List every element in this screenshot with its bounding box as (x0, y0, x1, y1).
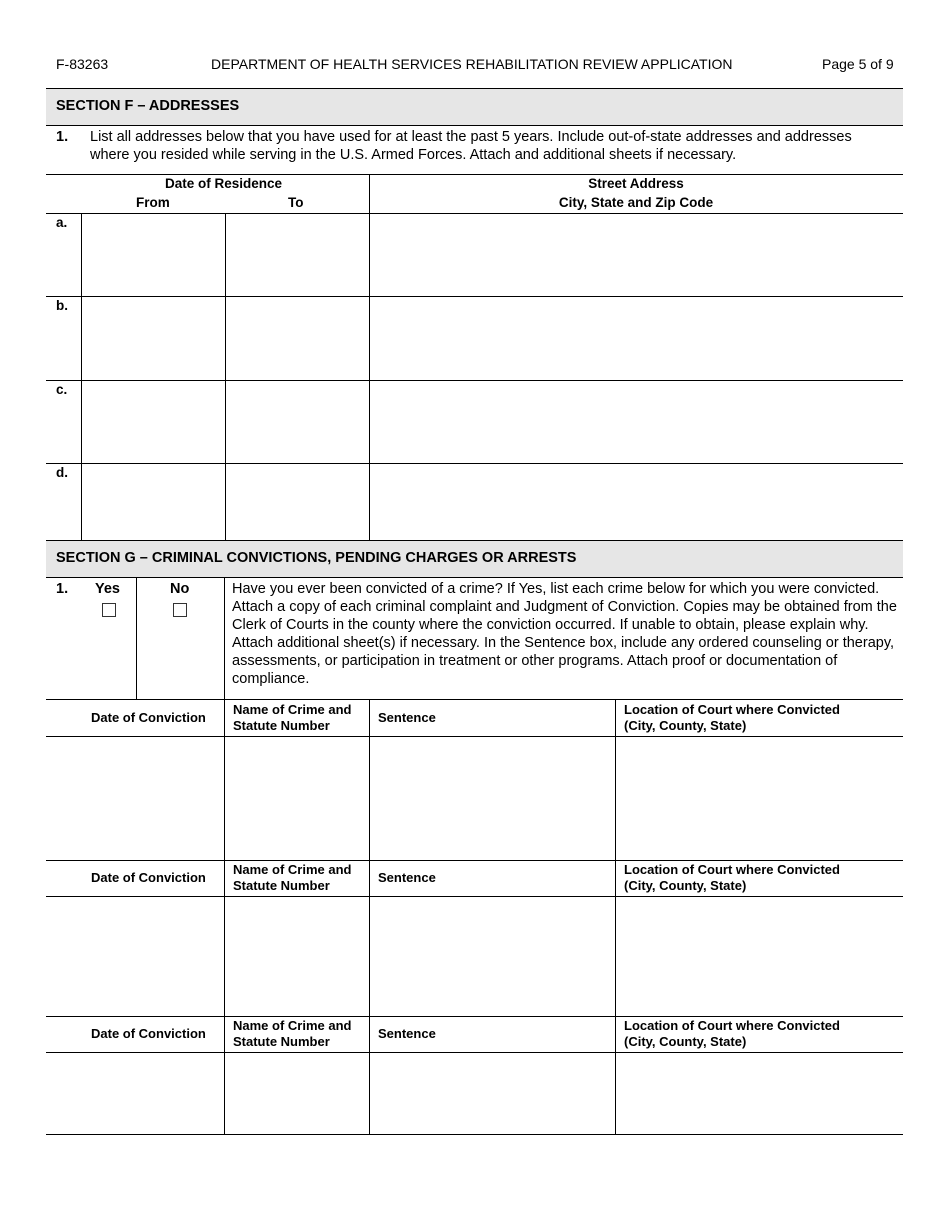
address-field[interactable] (370, 297, 902, 379)
city-state-zip-header: City, State and Zip Code (558, 195, 714, 210)
section-g-item-number: 1. (56, 581, 69, 597)
from-date-field[interactable] (82, 464, 224, 539)
court-location-field[interactable] (616, 737, 902, 859)
conviction-table-rule (46, 1016, 903, 1017)
row-label: b. (56, 298, 68, 313)
address-field[interactable] (370, 464, 902, 539)
sentence-header: Sentence (378, 710, 436, 725)
row-label: d. (56, 465, 68, 480)
court-location-field[interactable] (616, 897, 902, 1015)
location-header-line1: Location of Court where Convicted (624, 1018, 840, 1033)
to-date-field[interactable] (226, 297, 368, 379)
crime-field[interactable] (225, 737, 368, 859)
yes-label: Yes (95, 581, 120, 597)
conviction-table-rule (46, 699, 903, 700)
page-indicator: Page 5 of 9 (822, 56, 894, 72)
section-f-instructions: List all addresses below that you have used for at least the past 5 years. Include out-of-state addresses and addresses where you resided while serving in the U.S. Armed Forces. Attach and additional sheets if necessary. (90, 129, 852, 163)
conviction-table-rule (46, 860, 903, 861)
from-date-field[interactable] (82, 381, 224, 462)
from-date-field[interactable] (82, 214, 224, 295)
sentence-field[interactable] (370, 897, 614, 1015)
to-date-field[interactable] (226, 214, 368, 295)
sentence-header: Sentence (378, 870, 436, 885)
crime-header-line1: Name of Crime and (233, 702, 352, 717)
date-of-conviction-header: Date of Conviction (91, 1026, 206, 1041)
section-f-item-number: 1. (56, 129, 69, 145)
location-header-line2: (City, County, State) (624, 878, 747, 893)
no-label: No (170, 581, 190, 597)
crime-field[interactable] (225, 897, 368, 1015)
to-date-field[interactable] (226, 464, 368, 539)
crime-header-line2: Statute Number (233, 1034, 330, 1049)
date-of-conviction-header: Date of Conviction (91, 870, 206, 885)
conviction-table-rule (46, 1052, 903, 1053)
yes-checkbox[interactable] (102, 603, 116, 617)
date-of-conviction-header: Date of Conviction (91, 710, 206, 725)
to-date-field[interactable] (226, 381, 368, 462)
section-g-header: SECTION G – CRIMINAL CONVICTIONS, PENDING CHARGES OR ARRESTS (46, 540, 903, 578)
crime-header-line2: Statute Number (233, 878, 330, 893)
conviction-question: Have you ever been convicted of a crime? If Yes, list each crime below for which you were convicted. Attach a copy of each criminal complaint and Judgment of Conviction. Copies may be obtained from the Clerk of Courts in the county where the conviction occurred. If unable to obtain, please explain why. Attach additional sheet(s) if necessary. In the Sentence box, include any ordered counseling or therapy, assessments, or participation in treatment or other programs. Attach proof or documentation of compliance. (232, 581, 897, 687)
location-header-line1: Location of Court where Convicted (624, 862, 840, 877)
street-address-header: Street Address (588, 176, 684, 191)
crime-header-line1: Name of Crime and (233, 1018, 352, 1033)
from-date-field[interactable] (82, 297, 224, 379)
address-field[interactable] (370, 381, 902, 462)
document-title: DEPARTMENT OF HEALTH SERVICES REHABILITATION REVIEW APPLICATION (211, 56, 733, 72)
location-header-line1: Location of Court where Convicted (624, 702, 840, 717)
sentence-field[interactable] (370, 1054, 614, 1133)
court-location-field[interactable] (616, 1054, 902, 1133)
crime-header-line2: Statute Number (233, 718, 330, 733)
yes-no-divider (136, 578, 137, 699)
row-label: a. (56, 215, 68, 230)
form-number: F-83263 (56, 56, 109, 72)
no-checkbox[interactable] (173, 603, 187, 617)
address-table-top-rule (46, 174, 903, 175)
row-label: c. (56, 382, 68, 397)
conviction-date-field[interactable] (47, 737, 223, 859)
crime-field[interactable] (225, 1054, 368, 1133)
sentence-header: Sentence (378, 1026, 436, 1041)
conviction-date-field[interactable] (47, 1054, 223, 1133)
section-f-header: SECTION F – ADDRESSES (46, 88, 903, 126)
sentence-field[interactable] (370, 737, 614, 859)
date-of-residence-header: Date of Residence (165, 176, 283, 191)
address-field[interactable] (370, 214, 902, 295)
crime-header-line1: Name of Crime and (233, 862, 352, 877)
to-header: To (288, 195, 304, 210)
location-header-line2: (City, County, State) (624, 1034, 747, 1049)
conviction-date-field[interactable] (47, 897, 223, 1015)
location-header-line2: (City, County, State) (624, 718, 747, 733)
from-header: From (136, 195, 170, 210)
conviction-table-bottom-rule (46, 1134, 903, 1135)
question-divider (224, 578, 225, 699)
